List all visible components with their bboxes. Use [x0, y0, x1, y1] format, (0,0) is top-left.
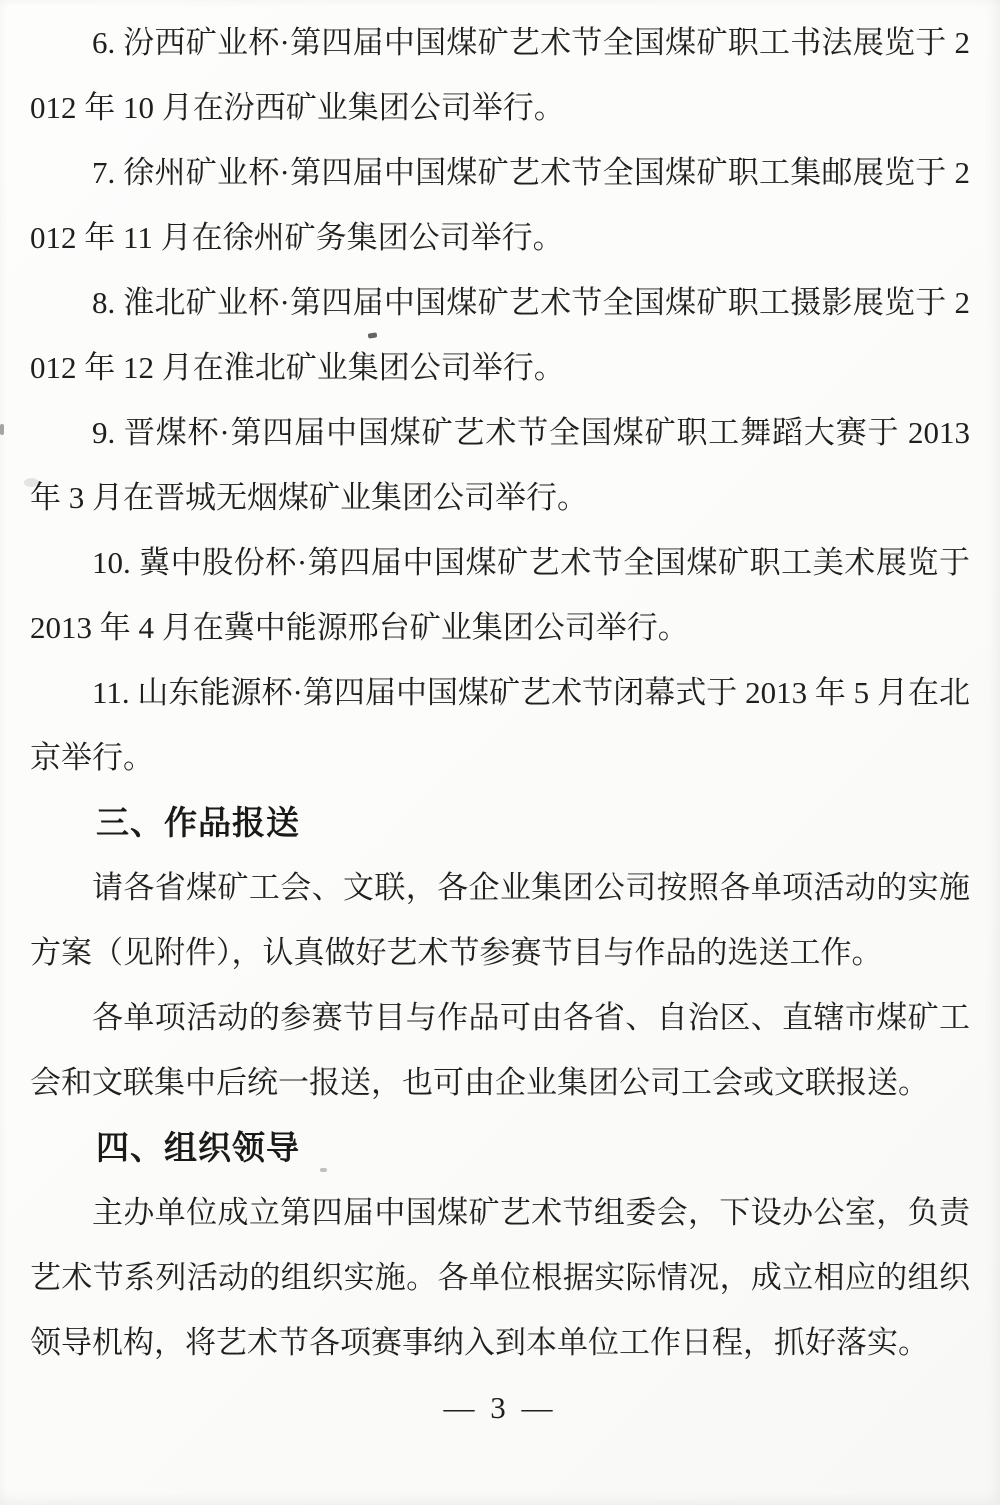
- list-item-7: 7. 徐州矿业杯·第四届中国煤矿艺术节全国煤矿职工集邮展览于 2012 年 11 月在徐州矿务集团公司举行。: [30, 155, 970, 255]
- works-submission-paragraph-2: 各单项活动的参赛节目与作品可由各省、自治区、直辖市煤矿工会和文联集中后统一报送，也可由企业集团公司工会或文联报送。: [30, 1000, 970, 1100]
- list-item-10: 10. 冀中股份杯·第四届中国煤矿艺术节全国煤矿职工美术展览于 2013 年 4 月在冀中能源邢台矿业集团公司举行。: [30, 545, 970, 645]
- list-item-9: 9. 晋煤杯·第四届中国煤矿艺术节全国煤矿职工舞蹈大赛于 2013 年 3 月在晋城无烟煤矿业集团公司举行。: [30, 415, 970, 515]
- page-number: — 3 —: [443, 1390, 557, 1425]
- section-heading-works-submission: 三、作品报送: [96, 804, 300, 841]
- scan-artifact-edge-tick: [0, 424, 4, 435]
- list-item-8: 8. 淮北矿业杯·第四届中国煤矿艺术节全国煤矿职工摄影展览于 2012 年 12 月在淮北矿业集团公司举行。: [30, 285, 970, 385]
- section-heading-organizational-leadership: 四、组织领导: [96, 1129, 300, 1166]
- works-submission-paragraph-1: 请各省煤矿工会、文联，各企业集团公司按照各单项活动的实施方案（见附件），认真做好艺术节参赛节目与作品的选送工作。: [30, 870, 970, 970]
- list-item-11: 11. 山东能源杯·第四届中国煤矿艺术节闭幕式于 2013 年 5 月在北京举行。: [30, 675, 970, 775]
- list-item-6: 6. 汾西矿业杯·第四届中国煤矿艺术节全国煤矿职工书法展览于 2012 年 10 月在汾西矿业集团公司举行。: [30, 25, 970, 125]
- organizational-leadership-paragraph: 主办单位成立第四届中国煤矿艺术节组委会，下设办公室，负责艺术节系列活动的组织实施。各单位根据实际情况，成立相应的组织领导机构，将艺术节各项赛事纳入到本单位工作日程，抓好落实。: [30, 1195, 970, 1360]
